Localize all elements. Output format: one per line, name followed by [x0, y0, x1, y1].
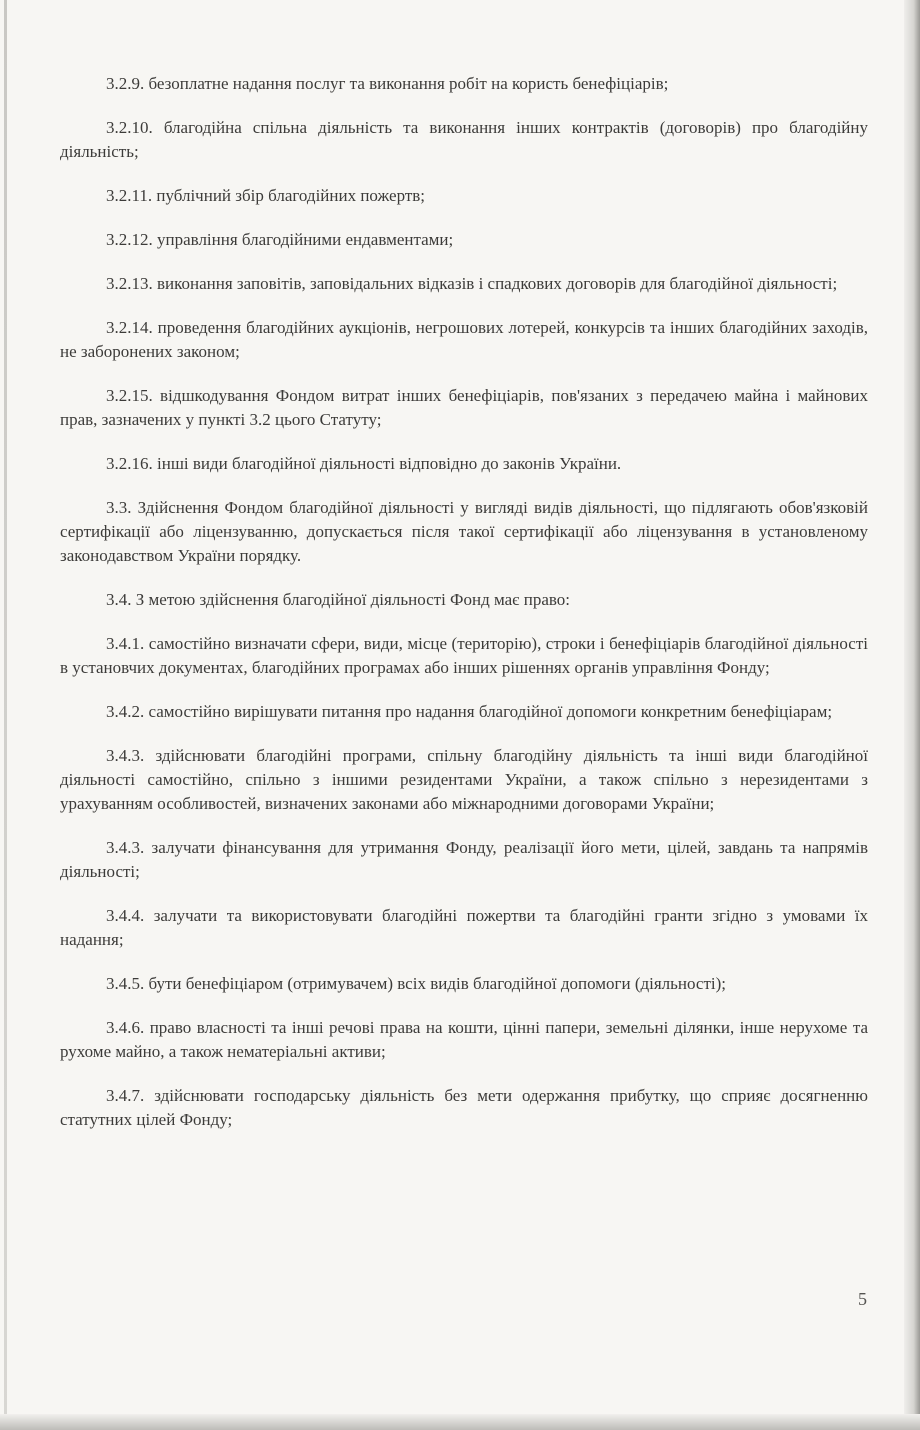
paragraph-3-2-15: 3.2.15. відшкодування Фондом витрат інших бенефіціарів, пов'язаних з передачею майна і майнових прав, зазначених у пункті 3.2 цього Статуту;: [60, 386, 868, 429]
paragraph-3-4-2: 3.4.2. самостійно вирішувати питання про надання благодійної допомоги конкретним бенефіціарам;: [106, 702, 833, 721]
paragraph-3-2-9: 3.2.9. безоплатне надання послуг та виконання робіт на користь бенефіціарів;: [106, 74, 669, 93]
paragraph-3-4-4: 3.4.4. залучати та використовувати благодійні пожертви та благодійні гранти згідно з умовами їх надання;: [60, 906, 868, 949]
paragraph-3-4-3-programs: 3.4.3. здійснювати благодійні програми, спільну благодійну діяльність та інші види благодійної діяльності самостійно, спільно з іншими резидентами України, а також спільно з нерезидентами з урахуванням особливостей, визначених законами або міжнародними договорами України;: [60, 746, 868, 813]
paragraph-3-4-5: 3.4.5. бути бенефіціаром (отримувачем) всіх видів благодійної допомоги (діяльності);: [106, 974, 727, 993]
paragraph-3-4-7: 3.4.7. здійснювати господарську діяльність без мети одержання прибутку, що сприяє досягненню статутних цілей Фонду;: [60, 1086, 868, 1129]
paragraph-3-2-12: 3.2.12. управління благодійними ендавментами;: [106, 230, 454, 249]
paragraph-3-4-3-funding: 3.4.3. залучати фінансування для утримання Фонду, реалізації його мети, цілей, завдань та напрямів діяльності;: [60, 838, 868, 881]
paragraph-3-4-6: 3.4.6. право власності та інші речові права на кошти, цінні папери, земельні ділянки, інше нерухоме та рухоме майно, а також нематеріальні активи;: [60, 1018, 868, 1061]
paragraph-3-4-1: 3.4.1. самостійно визначати сфери, види, місце (територію), строки і бенефіціарів благодійної діяльності в установчих документах, благодійних програмах або інших рішеннях органів управління Фонду;: [60, 634, 868, 677]
page-edge-shadow: [904, 0, 920, 1430]
paragraph-3-2-13: 3.2.13. виконання заповітів, заповідальних відказів і спадкових договорів для благодійної діяльності;: [106, 274, 838, 293]
bottom-edge-shadow: [0, 1414, 920, 1430]
paragraph-3-2-14: 3.2.14. проведення благодійних аукціонів, негрошових лотерей, конкурсів та інших благодійних заходів, не заборонених законом;: [60, 318, 868, 361]
paragraph-3-2-16: 3.2.16. інші види благодійної діяльності відповідно до законів України.: [106, 454, 622, 473]
paragraph-3-4: 3.4. З метою здійснення благодійної діяльності Фонд має право:: [106, 590, 570, 609]
paragraph-3-2-10: 3.2.10. благодійна спільна діяльність та виконання інших контрактів (договорів) про благодійну діяльність;: [60, 118, 868, 161]
paragraph-3-2-11: 3.2.11. публічний збір благодійних пожертв;: [106, 186, 426, 205]
paragraph-3-3: 3.3. Здійснення Фондом благодійної діяльності у вигляді видів діяльності, що підлягають обов'язковій сертифікації або ліцензуванню, допускається після такої сертифікації або ліцензування в установленому законодавством України порядку.: [60, 498, 868, 565]
document-body: [60, 72, 868, 1132]
page-number: 5: [858, 1289, 867, 1309]
